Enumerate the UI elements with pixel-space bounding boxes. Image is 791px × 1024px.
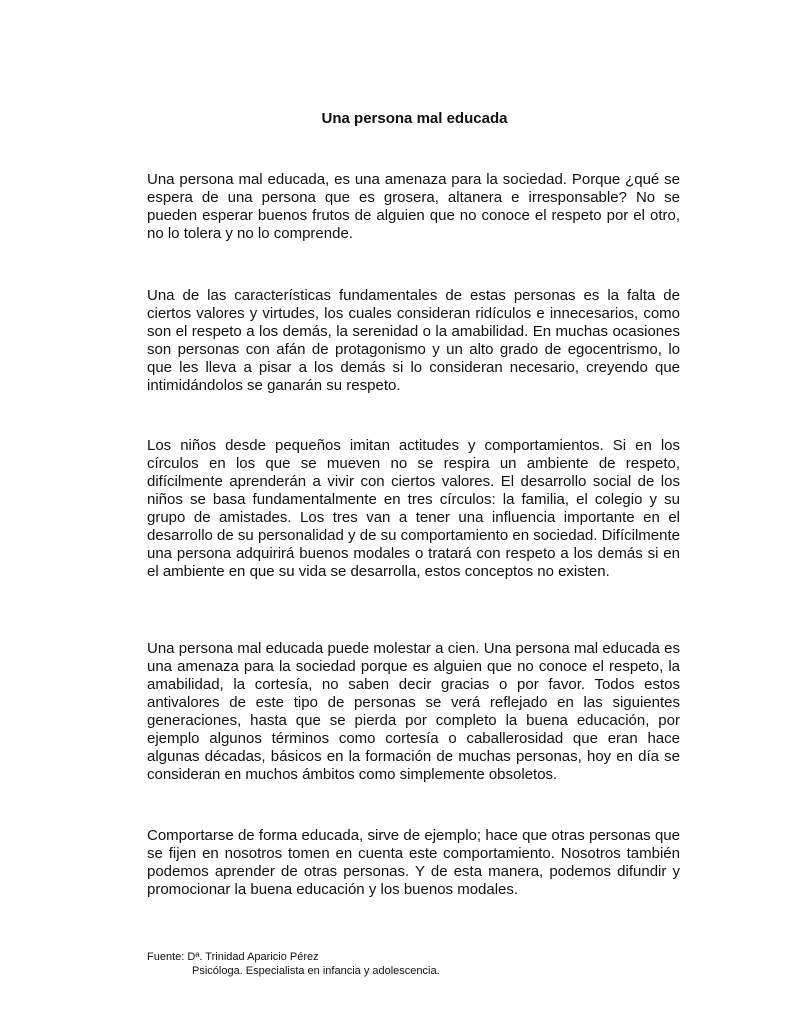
source-author-credentials: Psicóloga. Especialista en infancia y adolescencia.	[192, 965, 440, 977]
paragraph-3: Los niños desde pequeños imitan actitudes y comportamientos. Si en los círculos en los que se mueven no se respira un ambiente de respeto, difícilmente aprenderán a vivir con ciertos valores. El desarrollo social de los niños se basa fundamentalmente en tres círculos: la familia, el colegio y su grupo de amistades. Los tres van a tener una influencia importante en el desarrollo de su personalidad y de su comportamiento en sociedad. Difícilmente una persona adquirirá buenos modales o tratará con respeto a los demás si en el ambiente en que su vida se desarrolla, estos conceptos no existen.	[147, 437, 680, 580]
paragraph-2: Una de las características fundamentales de estas personas es la falta de ciertos valores y virtudes, los cuales consideran ridículos e innecesarios, como son el respeto a los demás, la serenidad o la amabilidad. En muchas ocasiones son personas con afán de protagonismo y un alto grado de egocentrismo, lo que les lleva a pisar a los demás si lo consideran necesario, creyendo que intimidándolos se ganarán su respeto.	[147, 287, 680, 394]
source-author: Fuente: Dª. Trinidad Aparicio Pérez	[147, 951, 319, 963]
paragraph-5: Comportarse de forma educada, sirve de ejemplo; hace que otras personas que se fijen en nosotros tomen en cuenta este comportamiento. Nosotros también podemos aprender de otras personas. Y de esta manera, podemos difundir y promocionar la buena educación y los buenos modales.	[147, 827, 680, 898]
document-title: Una persona mal educada	[321, 110, 508, 127]
source-attribution	[147, 950, 687, 978]
paragraph-1: Una persona mal educada, es una amenaza para la sociedad. Porque ¿qué se espera de una persona que es grosera, altanera e irresponsable? No se pueden esperar buenos frutos de alguien que no conoce el respeto por el otro, no lo tolera y no lo comprende.	[147, 171, 680, 242]
paragraph-4: Una persona mal educada puede molestar a cien. Una persona mal educada es una amenaza para la sociedad porque es alguien que no conoce el respeto, la amabilidad, la cortesía, no saben decir gracias o por favor. Todos estos antivalores de este tipo de personas se verá reflejado en las siguientes generaciones, hasta que se pierda por completo la buena educación, por ejemplo algunos términos como cortesía o caballerosidad que eran hace algunas décadas, básicos en la formación de muchas personas, hoy en día se consideran en muchos ámbitos como simplemente obsoletos.	[147, 640, 680, 783]
